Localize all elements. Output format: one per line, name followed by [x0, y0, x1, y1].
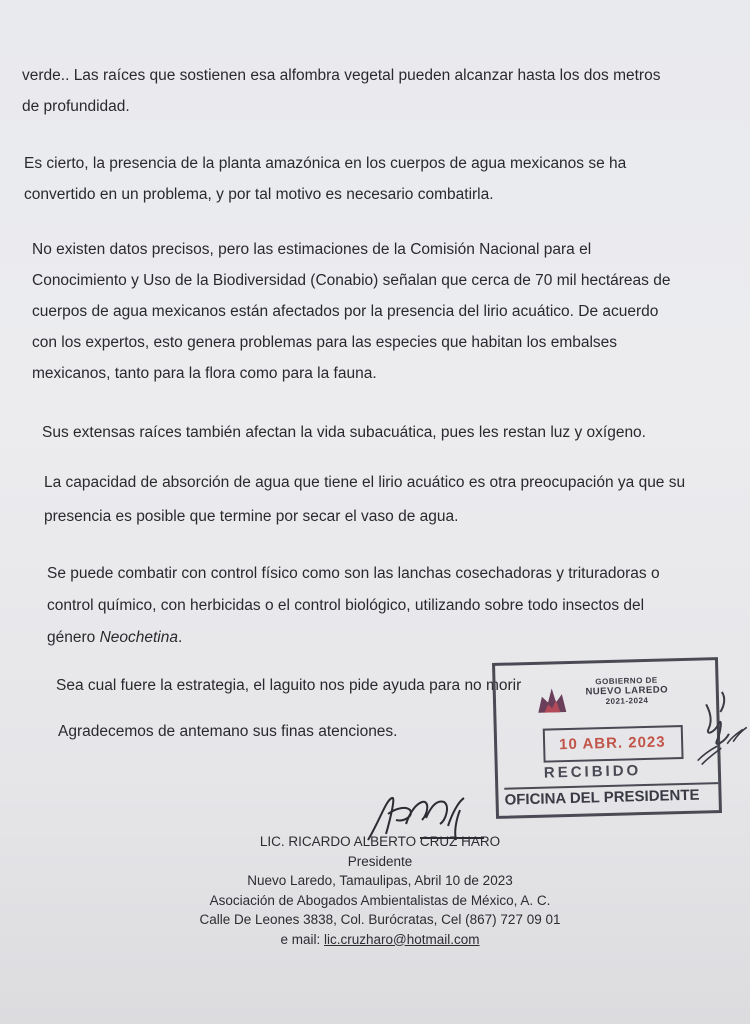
- paragraph-absorption: [44, 466, 684, 534]
- text-line: Se puede combatir con control físico como son las lanchas cosechadoras y trituradoras o: [47, 565, 660, 582]
- text-fragment: género: [47, 629, 100, 646]
- signer-role: Presidente: [347, 853, 413, 869]
- email-link[interactable]: lic.cruzharo@hotmail.com: [324, 931, 480, 947]
- email-line: [170, 930, 590, 950]
- paragraph-conabio: [32, 234, 692, 389]
- text-fragment: .: [178, 629, 183, 646]
- text-line: Sus extensas raíces también afectan la vida subacuática, pues les restan luz y oxígeno.: [42, 424, 646, 441]
- email-label: e mail:: [280, 931, 324, 947]
- stamp-office-label: OFICINA DEL PRESIDENTE: [504, 782, 718, 809]
- text-line: presencia es posible que termine por secar el vaso de agua.: [44, 508, 459, 525]
- text-line: cuerpos de agua mexicanos están afectados por la presencia del lirio acuático. De acuerdo: [32, 303, 659, 320]
- paragraph-thanks: [58, 716, 538, 747]
- genus-name: Neochetina: [99, 629, 178, 646]
- paragraph-control-methods: [47, 558, 687, 654]
- signer-name: LIC. RICARDO ALBERTO CRUZ HARO: [259, 834, 501, 849]
- text-line: control químico, con herbicidas o el control biológico, utilizando sobre todo insectos del: [47, 597, 645, 614]
- stamp-gov-line: NUEVO LAREDO: [585, 684, 669, 698]
- stamp-gov-line: 2021-2024: [605, 695, 649, 707]
- stamp-received-label: RECIBIDO: [543, 762, 642, 782]
- stamp-date: 10 ABR. 2023: [558, 733, 666, 754]
- text-line: Es cierto, la presencia de la planta amazónica en los cuerpos de agua mexicanos se ha: [24, 155, 627, 172]
- paragraph-subaquatic: [42, 417, 662, 448]
- text-line: con los expertos, esto genera problemas para las especies que habitan los embalses: [32, 334, 618, 351]
- text-line: verde.. Las raíces que sostienen esa alfombra vegetal pueden alcanzar hasta los dos metros: [22, 67, 661, 84]
- paragraph-problem: [24, 148, 714, 210]
- paragraph-strategy: [56, 670, 536, 701]
- stamp-gov-line: GOBIERNO DE: [595, 675, 658, 687]
- signature-block: [170, 832, 590, 949]
- text-line: Agradecemos de antemano sus finas atenciones.: [58, 723, 398, 740]
- text-line: convertido en un problema, y por tal motivo es necesario combatirla.: [24, 186, 494, 203]
- place-and-date: Nuevo Laredo, Tamaulipas, Abril 10 de 2023: [247, 873, 513, 888]
- paragraph-roots: [22, 60, 712, 122]
- text-line: Conocimiento y Uso de la Biodiversidad (Conabio) señalan que cerca de 70 mil hectáreas de: [32, 272, 671, 289]
- text-line: Sea cual fuere la estrategia, el laguito nos pide ayuda para no morir: [56, 677, 522, 694]
- address-and-phone: Calle De Leones 3838, Col. Burócratas, Cel (867) 727 09 01: [199, 912, 561, 927]
- municipal-seal-icon: [534, 682, 571, 717]
- stamp-date-box: [543, 725, 684, 763]
- text-line: No existen datos precisos, pero las estimaciones de la Comisión Nacional para el: [32, 241, 592, 258]
- received-stamp: [492, 657, 722, 819]
- text-line: de profundidad.: [22, 98, 130, 115]
- handwritten-initials-and-time: [666, 683, 750, 775]
- organization-name: Asociación de Abogados Ambientalistas de México, A. C.: [209, 892, 551, 908]
- text-line: [47, 622, 687, 654]
- text-line: La capacidad de absorción de agua que tiene el lirio acuático es otra preocupación ya que su: [44, 474, 686, 491]
- text-line: mexicanos, tanto para la flora como para la fauna.: [32, 365, 377, 382]
